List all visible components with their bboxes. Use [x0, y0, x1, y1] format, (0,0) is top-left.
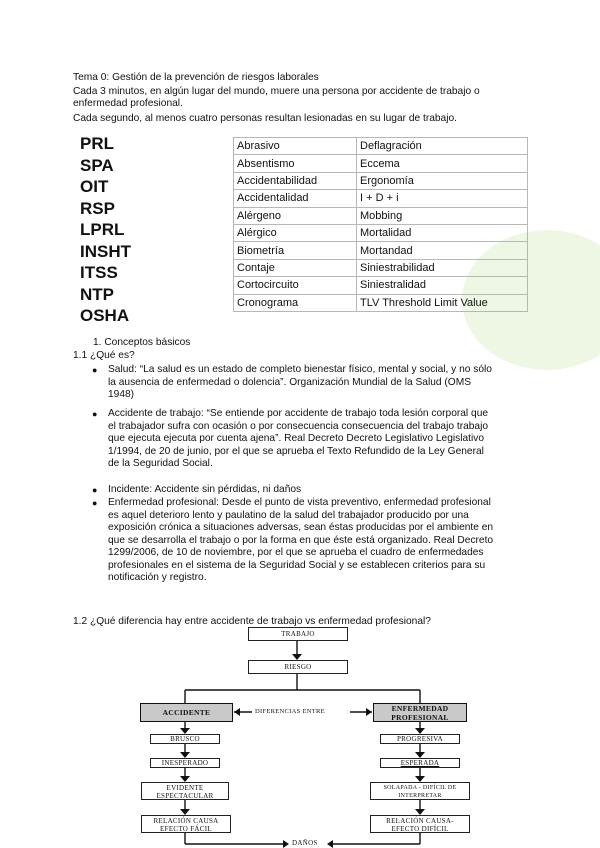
acronym: NTP — [80, 284, 114, 304]
table-cell: I + D + i — [357, 190, 528, 207]
box-esperada: ESPERADA — [380, 758, 460, 768]
box-enfermedad-profesional — [373, 703, 467, 722]
box-line: EVIDENTE — [166, 784, 204, 792]
table-cell: Mortandad — [357, 242, 528, 259]
table-cell: Alérgico — [234, 224, 357, 241]
box-progresiva: PROGRESIVA — [380, 734, 460, 744]
table-cell: Accidentalidad — [234, 190, 357, 207]
table-cell: Siniestrabilidad — [357, 259, 528, 276]
table-cell: Ergonomía — [357, 172, 528, 189]
box-line: ENFERMEDAD — [391, 704, 449, 713]
table-cell: Abrasivo — [234, 138, 357, 155]
text-line: de la Seguridad Social. — [108, 458, 213, 469]
table-cell: Biometría — [234, 242, 357, 259]
text-line: 1/1994, de 20 de junio, por el que se aprueba el Texto Refundido de la Ley General — [108, 445, 484, 457]
text-line: notificación y registro. — [108, 572, 207, 583]
box-brusco: BRUSCO — [150, 734, 220, 744]
box-line: SOLAPADA - DIFÍCIL DE — [383, 785, 457, 791]
acronym: OIT — [80, 177, 109, 196]
text-line: el trabajador sufra con ocasión o por consecuencia consecuencia del trabajo trabajo — [108, 420, 489, 432]
text-line: que se desarrolla el trabajo o por la forma en que éste está organizado. Real Decreto — [108, 534, 494, 546]
acronym: PRL — [80, 134, 114, 153]
arrow-head — [366, 708, 372, 716]
box-line: EFECTO DIFÍCIL — [391, 825, 449, 833]
bullet-icon: ● — [92, 498, 98, 508]
box-line: INTERPRETAR — [398, 793, 442, 799]
text-line: Enfermedad profesional: Desde el punto de vista preventivo, enfermedad profesional — [108, 497, 491, 508]
box-solapada-interpretar — [370, 782, 470, 800]
acronym: LPRL — [80, 220, 125, 239]
doc-title: Tema 0: Gestión de la prevención de riesgos laborales — [73, 72, 319, 83]
text-line: es aquel deterioro lento y paulatino de la salud del trabajador producido por una — [108, 509, 469, 521]
arrow-head — [283, 840, 289, 848]
text-line: exposición crónica a situaciones adversas, sean éstas producidas por el ambiente en — [108, 522, 494, 533]
box-inesperado: INESPERADO — [150, 758, 220, 768]
box-line: ESPECTACULAR — [156, 792, 214, 800]
text-line: que ejecuta ejecuta por cuenta ajena”. Real Decreto Decreto Legislativo Legislativo — [108, 433, 485, 444]
section-heading: 1. Conceptos básicos — [93, 337, 191, 348]
text-line: Incidente: Accidente sin pérdidas, ni daños — [108, 484, 302, 495]
table-cell: Siniestralidad — [357, 277, 528, 294]
text-line: profesionales en el sistema de la Seguridad Social y se establecen criterios para su — [108, 559, 486, 571]
table-cell: Contaje — [234, 259, 357, 276]
box-evidente-espectacular — [141, 782, 229, 800]
bullet-icon: ● — [92, 485, 98, 495]
table-cell: Deflagración — [357, 138, 528, 155]
arrow-head — [327, 840, 333, 848]
acronym: INSHT — [80, 241, 131, 261]
intro-line-2: enfermedad profesional. — [73, 98, 183, 109]
section-heading-1-2: 1.2 ¿Qué diferencia hay entre accidente de trabajo vs enfermedad profesional? — [73, 616, 431, 627]
table-cell: Cronograma — [234, 294, 357, 311]
box-relacion-causa-efecto-dificil — [370, 815, 470, 833]
text-line: 1299/2006, de 10 de noviembre, por el que se aprueba el cuadro de enfermedades — [108, 547, 484, 558]
label-danos: DAÑOS — [292, 839, 318, 847]
box-line: RELACIÓN CAUSA- — [386, 817, 454, 825]
text-line: 1948) — [108, 389, 135, 400]
table-cell: Mobbing — [357, 207, 528, 224]
bullet-icon: ● — [92, 409, 98, 419]
acronym: SPA — [80, 155, 114, 175]
acronym: OSHA — [80, 306, 130, 325]
box-trabajo: TRABAJO — [248, 627, 348, 641]
bullet-icon: ● — [92, 365, 98, 375]
intro-line-1: Cada 3 minutos, en algún lugar del mundo, muere una persona por accidente de trabajo o — [73, 86, 480, 97]
intro-line-3: Cada segundo, al menos cuatro personas resultan lesionadas en su lugar de trabajo. — [73, 113, 457, 124]
box-relacion-causa-efecto-facil — [141, 815, 231, 833]
box-riesgo: RIESGO — [248, 660, 348, 674]
text-line: la ausencia de enfermedad o dolencia”. Organización Mundial de la Salud (OMS — [108, 376, 471, 388]
arrow-head — [234, 708, 240, 716]
subsection-heading: 1.1 ¿Qué es? — [73, 350, 135, 361]
box-line: PROFESIONAL — [391, 712, 449, 722]
acronym: ITSS — [80, 263, 118, 282]
text-line: Accidente de trabajo: “Se entiende por accidente de trabajo toda lesión corporal que — [108, 408, 489, 419]
table-cell: Mortalidad — [357, 224, 528, 241]
box-accidente: ACCIDENTE — [140, 703, 233, 722]
table-cell: Absentismo — [234, 155, 357, 172]
table-cell: Eccema — [357, 155, 528, 172]
text-line: Salud: “La salud es un estado de completo bienestar físico, mental y social, y no sólo — [108, 364, 492, 375]
table-cell: TLV Threshold Limit Value — [357, 294, 528, 311]
label-diferencias: DIFERENCIAS ENTRE — [255, 708, 325, 715]
table-cell: Alérgeno — [234, 207, 357, 224]
acronym: RSP — [80, 198, 115, 218]
box-line: EFECTO FÁCIL — [160, 825, 212, 833]
table-cell: Cortocircuito — [234, 277, 357, 294]
box-line: RELACIÓN CAUSA — [153, 817, 219, 825]
table-cell: Accidentabilidad — [234, 172, 357, 189]
